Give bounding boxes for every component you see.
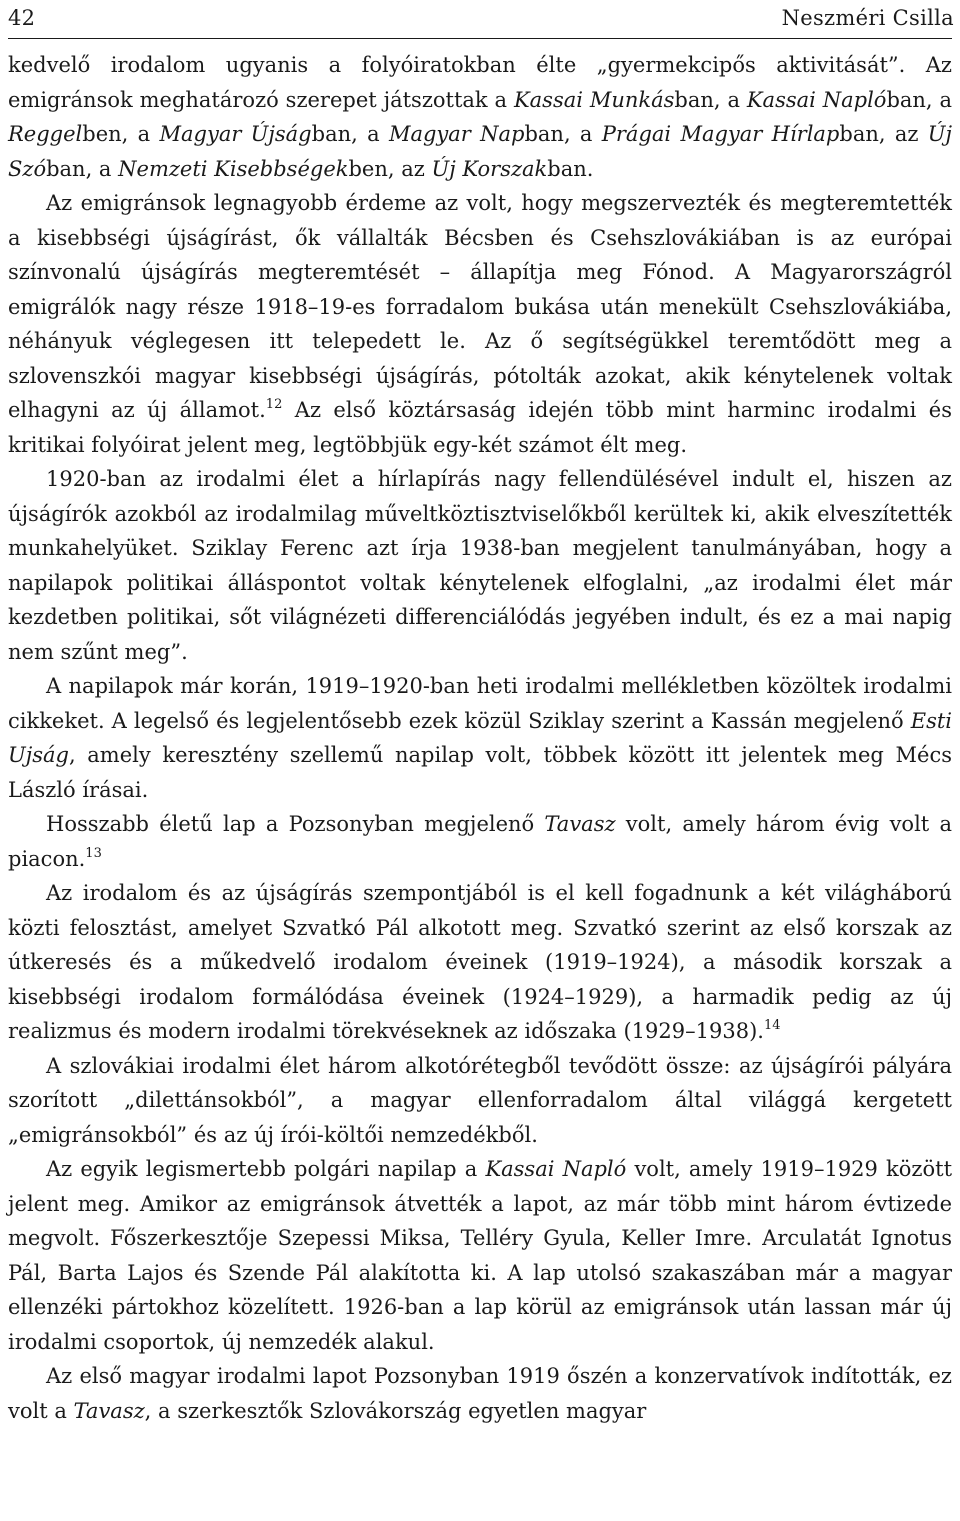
body-paragraph xyxy=(8,669,952,807)
footnote-ref: 12 xyxy=(265,397,283,412)
text-run: 1920-ban az irodalmi élet a hírlapírás nagy fellendülésével indult el, hiszen az újságírók azokból az irodalmilag műveltköztisztviselőkből kerültek ki, akik elveszítették munkahelyüket. Sziklay Ferenc azt írja 1938-ban megjelent tanulmányában, hogy a napilapok politikai álláspontot voltak kénytelenek elfoglalni, „az irodalmi élet már kezdetben politikai, sőt világnézeti differenciálódás jegyében indult, és ez a mai napig nem szűnt meg”. xyxy=(8,467,952,664)
text-run: volt, amely három évig volt a piacon. xyxy=(8,812,952,871)
text-run: A napilapok már korán, 1919–1920-ban heti irodalmi mellékletben közöltek irodalmi cikkeket. A legelső és legjelentősebb ezek közül Sziklay szerint a Kassán megjelenő xyxy=(8,674,952,733)
publication-title: Tavasz xyxy=(73,1398,145,1423)
footnote-ref: 14 xyxy=(763,1018,781,1033)
body-paragraph xyxy=(8,1359,952,1428)
publication-title: Magyar Nap xyxy=(388,122,525,146)
page-body xyxy=(8,48,952,1428)
text-run: , amely keresztény szellemű napilap volt, többek között itt jelentek meg Mécs László írásai. xyxy=(8,743,952,802)
text-run: Az egyik legismertebb polgári napilap a xyxy=(46,1157,486,1181)
text-run: ban. xyxy=(547,156,594,181)
body-paragraph xyxy=(8,462,952,669)
text-run: ban, a xyxy=(524,122,602,146)
publication-title: Nemzeti Kisebbségek xyxy=(118,156,349,181)
body-paragraph xyxy=(8,876,952,1049)
publication-title: Kassai Napló xyxy=(485,1157,627,1181)
text-run: Az első magyar irodalmi lapot Pozsonyban 1919 őszén a konzervatívok indították, ez volt a xyxy=(8,1364,952,1423)
publication-title: Esti Ujság xyxy=(8,708,952,767)
publication-title: Kassai Napló xyxy=(746,87,887,112)
text-run: ben, az xyxy=(348,156,432,181)
running-head-author: Neszméri Csilla xyxy=(781,6,954,30)
text-run: Hosszabb életű lap a Pozsonyban megjelenő xyxy=(46,812,545,836)
text-run: A szlovákiai irodalmi élet három alkotórétegből tevődött össze: az újságírói pályára szorított „dilettánsokból”, a magyar ellenforradalom által világgá kergetett „emigránsokból” és az új írói-költői nemzedékből. xyxy=(8,1053,952,1147)
text-run: ban, a xyxy=(311,122,389,146)
text-run: ben, a xyxy=(82,122,160,146)
text-run: volt, amely 1919–1929 között jelent meg. Amikor az emigránsok átvették a lapot, az már több mint három évtizede megvolt. Főszerkesztője Szepessi Miksa, Telléry Gyula, Keller Imre. Arculatát Ignotus Pál, Barta Lajos és Szende Pál alakította ki. A lap utolsó szakaszában már a magyar ellenzéki pártokhoz közelített. 1926-ban a lap körül az emigránsok után lassan már új irodalmi csoportok, új nemzedék alakul. xyxy=(8,1157,953,1354)
text-run: , a szerkesztők Szlovákország egyetlen magyar xyxy=(144,1398,647,1423)
publication-title: Új Szó xyxy=(8,122,952,181)
body-paragraph xyxy=(8,48,952,186)
publication-title: Kassai Munkás xyxy=(513,87,675,112)
body-paragraph xyxy=(8,186,952,462)
text-run: ban, az xyxy=(839,122,928,146)
body-paragraph xyxy=(8,1049,952,1153)
running-header xyxy=(8,0,954,36)
publication-title: Prágai Magyar Hírlap xyxy=(601,122,840,146)
page-number: 42 xyxy=(8,6,36,30)
text-run: ban, a xyxy=(886,87,952,112)
text-run: Az irodalom és az újságírás szempontjából is el kell fogadnunk a két világháború közti felosztást, amelyet Szvatkó Pál alkotott meg. Szvatkó szerint az első korszak az útkeresés és a műkedvelő irodalom éveinek (1919–1924), a második korszak a kisebbségi irodalom formálódása éveinek (1924–1929), a harmadik pedig az új realizmus és modern irodalmi törekvéseknek az időszaka (1929–1938). xyxy=(8,881,952,1043)
text-run: ban, a xyxy=(674,87,747,112)
text-run: kedvelő irodalom ugyanis a folyóiratokban élte „gyermekcipős aktivitását”. Az emigránsok meghatározó szerepet játszottak a xyxy=(8,53,952,112)
footnote-ref: 13 xyxy=(85,845,102,861)
body-paragraph xyxy=(8,1152,952,1359)
text-run: ban, a xyxy=(46,156,119,181)
header-rule xyxy=(8,38,952,39)
text-run: Az emigránsok legnagyobb érdeme az volt, hogy megszervezték és megteremtették a kisebbségi újságírást, ők vállalták Bécsben és Csehszlovákiában is az európai színvonalú újságírás megteremtését – állapítja meg Fónod. A Magyarországról emigrálók nagy része 1918–19-es forradalom bukása után menekült Csehszlovákiába, néhányuk véglegesen itt telepedett le. Az ő segítségükkel teremtődött meg a szlovenszkói magyar kisebbségi újságírás, pótolták azokat, akik kénytelenek voltak elhagyni az új államot. xyxy=(8,191,952,422)
publication-title: Magyar Újság xyxy=(159,122,312,146)
text-run: Az első köztársaság idején több mint harminc irodalmi és kritikai folyóirat jelent meg, legtöbbjük egy-két számot élt meg. xyxy=(8,398,952,457)
publication-title: Reggel xyxy=(8,122,83,146)
body-paragraph xyxy=(8,807,952,876)
publication-title: Új Korszak xyxy=(431,156,548,181)
publication-title: Tavasz xyxy=(544,812,616,836)
